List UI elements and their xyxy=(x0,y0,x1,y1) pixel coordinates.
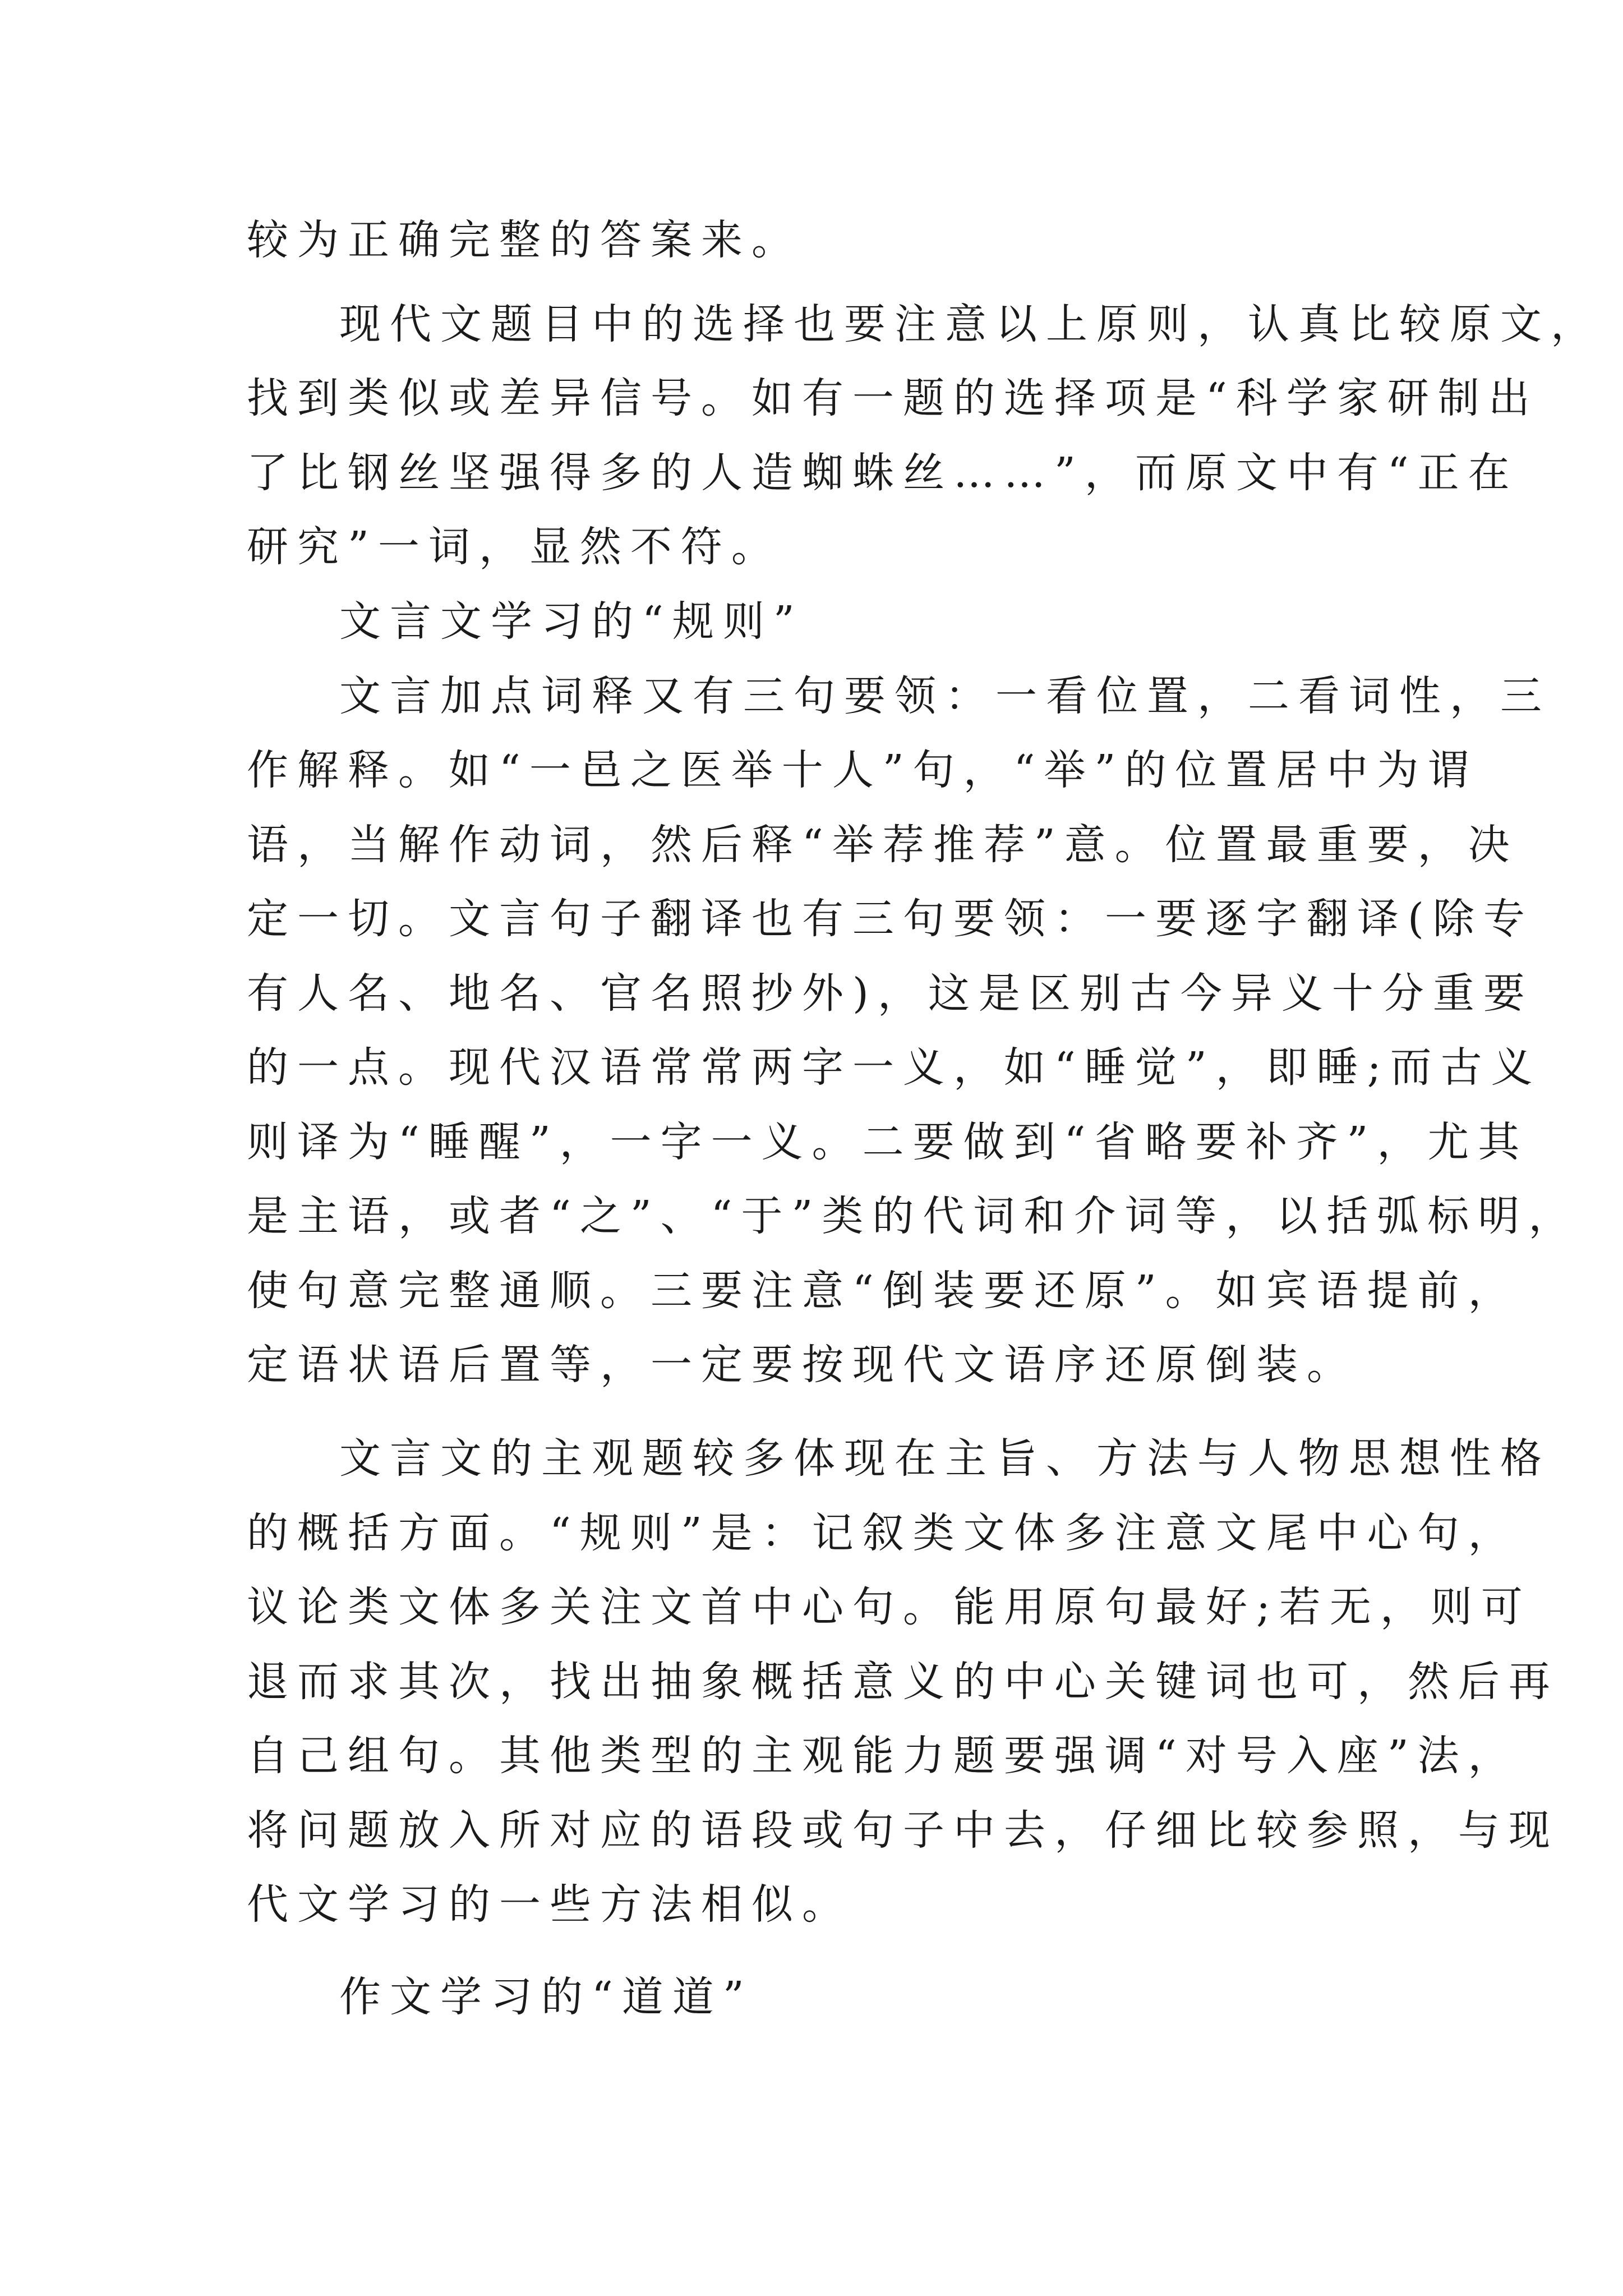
paragraph-line: 较为正确完整的答案来。 xyxy=(247,216,802,264)
paragraph-line: 使句意完整通顺。三要注意“倒装要还原”。如宾语提前， xyxy=(247,1267,1519,1315)
paragraph-line: 文言文的主观题较多体现在主旨、方法与人物思想性格 xyxy=(339,1434,1551,1483)
paragraph-line: 现代文题目中的选择也要注意以上原则，认真比较原文， xyxy=(339,300,1601,348)
paragraph-line: 自己组句。其他类型的主观能力题要强调“对号入座”法， xyxy=(247,1732,1519,1780)
paragraph-line: 定一切。文言句子翻译也有三句要领：一要逐字翻译(除专 xyxy=(247,895,1534,943)
paragraph-line: 作解释。如“一邑之医举十人”句，“举”的位置居中为谓 xyxy=(247,746,1478,794)
paragraph-line: 找到类似或差异信号。如有一题的选择项是“科学家研制出 xyxy=(247,374,1539,422)
paragraph-line: 议论类文体多关注文首中心句。能用原句最好;若无，则可 xyxy=(247,1583,1532,1631)
paragraph-line: 退而求其次，找出抽象概括意义的中心关键词也可，然后再 xyxy=(247,1658,1559,1706)
paragraph-line: 则译为“睡醒”，一字一义。二要做到“省略要补齐”，尤其 xyxy=(247,1118,1529,1166)
paragraph-line: 研究”一词，显然不符。 xyxy=(247,523,782,571)
section-heading: 文言文学习的“规则” xyxy=(339,597,804,646)
paragraph-line: 有人名、地名、官名照抄外)，这是区别古今异义十分重要 xyxy=(247,969,1534,1018)
paragraph-line: 文言加点词释又有三句要领：一看位置，二看词性，三 xyxy=(339,672,1551,720)
paragraph-line: 将问题放入所对应的语段或句子中去，仔细比较参照，与现 xyxy=(247,1806,1559,1855)
paragraph-line: 定语状语后置等，一定要按现代文语序还原倒装。 xyxy=(247,1341,1357,1389)
paragraph-line: 是主语，或者“之”、“于”类的代词和介词等，以括弧标明， xyxy=(247,1192,1579,1240)
paragraph-line: 的概括方面。“规则”是：记叙类文体多注意文尾中心句， xyxy=(247,1509,1519,1557)
paragraph-line: 的一点。现代汉语常常两字一义，如“睡觉”，即睡;而古义 xyxy=(247,1043,1542,1092)
paragraph-line: 代文学习的一些方法相似。 xyxy=(247,1880,852,1929)
section-heading: 作文学习的“道道” xyxy=(339,1973,753,2021)
paragraph-line: 语，当解作动词，然后释“举荐推荐”意。位置最重要，决 xyxy=(247,821,1519,869)
paragraph-line: 了比钢丝坚强得多的人造蜘蛛丝……”，而原文中有“正在 xyxy=(247,449,1519,497)
